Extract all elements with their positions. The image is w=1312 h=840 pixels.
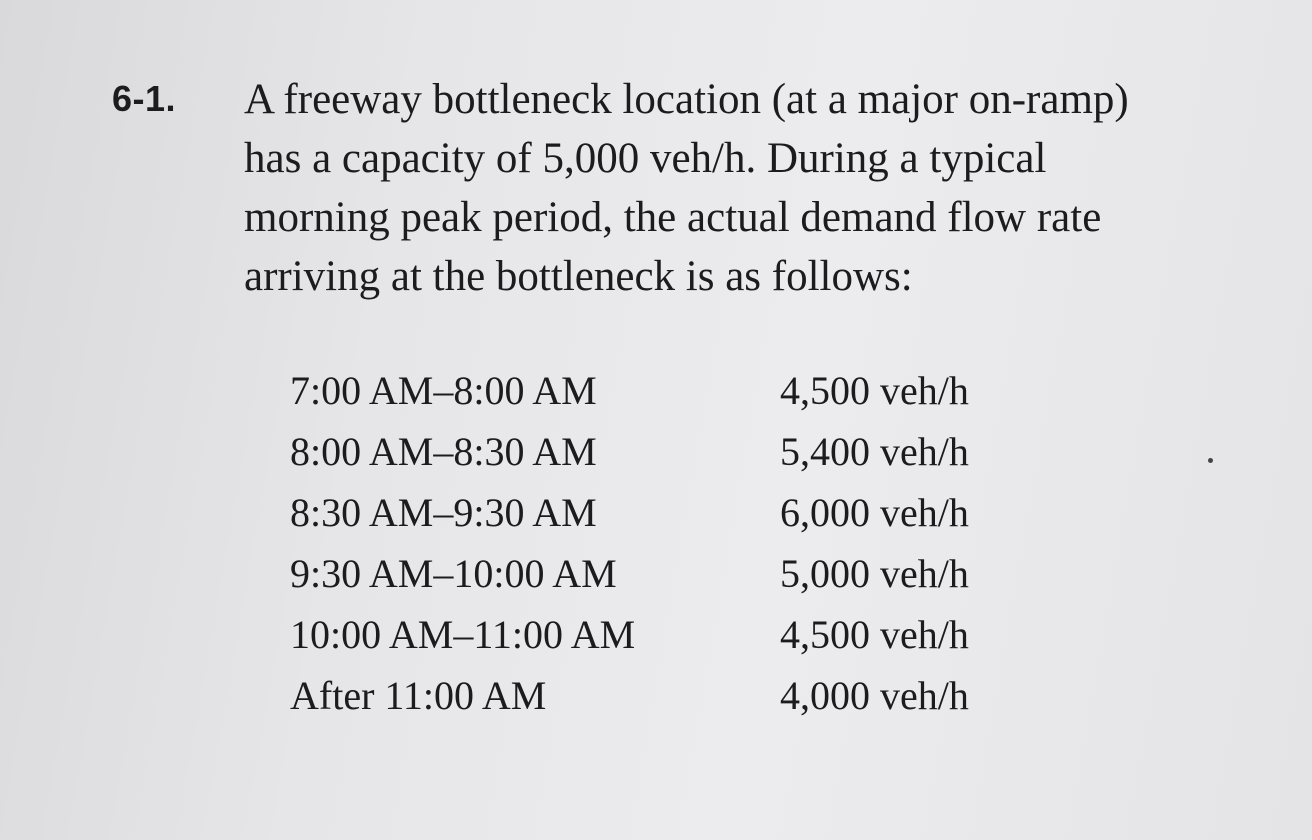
time-period: 7:00 AM–8:00 AM bbox=[290, 368, 597, 413]
demand-schedule-table bbox=[290, 360, 969, 726]
time-period: After 11:00 AM bbox=[290, 673, 547, 718]
problem-line: arriving at the bottleneck is as follows: bbox=[244, 253, 913, 300]
problem-line: has a capacity of 5,000 veh/h. During a typical bbox=[244, 135, 1047, 182]
time-period: 8:00 AM–8:30 AM bbox=[290, 429, 597, 474]
table-row bbox=[290, 665, 969, 726]
table-row bbox=[290, 421, 969, 482]
problem-statement bbox=[244, 70, 1264, 306]
flow-rate: 4,500 veh/h bbox=[780, 368, 969, 413]
problem-number: 6-1. bbox=[112, 78, 177, 119]
flow-rate: 5,000 veh/h bbox=[780, 551, 969, 596]
table-row bbox=[290, 482, 969, 543]
table-row bbox=[290, 543, 969, 604]
flow-rate: 4,000 veh/h bbox=[780, 673, 969, 718]
paper-speck bbox=[1208, 458, 1213, 463]
table-row bbox=[290, 604, 969, 665]
table-row bbox=[290, 360, 969, 421]
problem-line: A freeway bottleneck location (at a major on-ramp) bbox=[244, 76, 1129, 123]
flow-rate: 4,500 veh/h bbox=[780, 612, 969, 657]
time-period: 10:00 AM–11:00 AM bbox=[290, 612, 636, 657]
flow-rate: 5,400 veh/h bbox=[780, 429, 969, 474]
problem-line: morning peak period, the actual demand flow rate bbox=[244, 194, 1102, 241]
time-period: 8:30 AM–9:30 AM bbox=[290, 490, 597, 535]
flow-rate: 6,000 veh/h bbox=[780, 490, 969, 535]
time-period: 9:30 AM–10:00 AM bbox=[290, 551, 617, 596]
